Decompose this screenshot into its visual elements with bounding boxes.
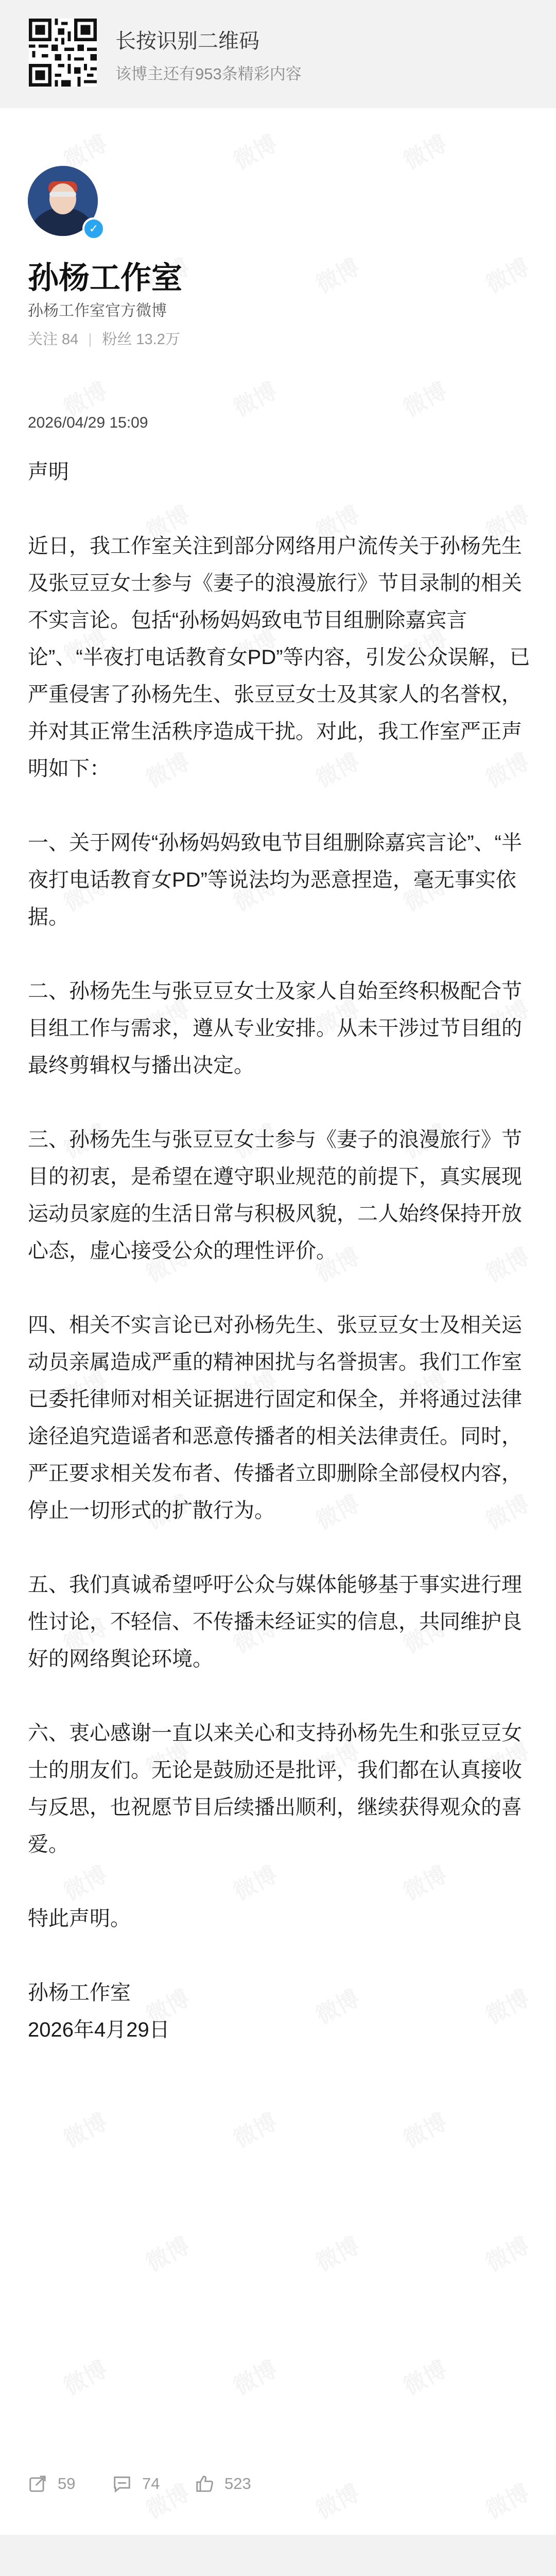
post-body [28,453,532,2086]
stats-divider [90,333,91,347]
watermark-text [309,249,364,299]
post-paragraph: 三、孙杨先生与张豆豆女士参与《妻子的浪漫旅行》节目的初衷，是希望在遵守职业规范的前提下，真实展现运动员家庭的生活日常与积极风貌，二人始终保持开放心态，虚心接受公众的理性评价。 [28,1128,522,1262]
watermark-text [479,2227,534,2278]
comment-button[interactable] [112,2471,160,2497]
comment-count: 74 [142,2475,160,2493]
repost-icon [28,2474,47,2494]
post-heading: 声明 [28,461,69,483]
watermark-text [479,2475,534,2525]
banner-subtitle: 该博主还有953条精彩内容 [115,65,302,83]
post-paragraph: 六、衷心感谢一直以来关心和支持孙杨先生和张豆豆女士的朋友们。无论是鼓励还是批评，我们都在认真接收与反思，也祝愿节目后续播出顺利，继续获得观众的喜爱。 [28,1722,522,1856]
like-count: 523 [224,2475,251,2493]
comment-icon [112,2474,132,2494]
watermark-text [57,2104,112,2154]
watermark-text [227,2351,282,2401]
followers-count[interactable]: 粉丝 13.2万 [102,331,180,348]
top-qr-banner[interactable] [0,0,556,108]
watermark-text [396,2104,452,2154]
watermark-text [227,372,282,423]
banner-title: 长按识别二维码 [115,30,259,53]
like-button[interactable] [195,2471,251,2497]
repost-button[interactable] [28,2471,75,2497]
watermark-text [396,125,452,176]
qr-code-icon [29,19,97,87]
profile-name[interactable]: 孙杨工作室 [28,261,182,295]
post-sign-date: 2026年4月29日 [28,2019,170,2041]
watermark-text [396,2351,452,2401]
watermark-text [396,372,452,423]
post-paragraph: 二、孙杨先生与张豆豆女士及家人自始至终积极配合节目组工作与需求，遵从专业安排。从未干涉过节目组的最终剪辑权与播出决定。 [28,980,522,1077]
profile-description: 孙杨工作室官方微博 [28,302,167,319]
watermark-text [139,2227,195,2278]
watermark-text [227,2104,282,2154]
repost-count: 59 [58,2475,76,2493]
watermark-text [57,2351,112,2401]
bottom-qr-banner[interactable] [0,2535,556,2576]
thumbs-up-icon [195,2474,214,2494]
post-paragraph: 五、我们真诚希望呼吁公众与媒体能够基于事实进行理性讨论，不轻信、不传播未经证实的信息，共同维护良好的网络舆论环境。 [28,1573,522,1670]
verified-badge-icon: ✓ [82,217,105,240]
watermark-text [479,249,534,299]
post-paragraph: 近日，我工作室关注到部分网络用户流传关于孙杨先生及张豆豆女士参与《妻子的浪漫旅行》节目录制的相关不实言论。包括“孙杨妈妈致电节目组删除嘉宾言论”、“半夜打电话教育女PD”等内容，引发公众误解，已严重侵害了孙杨先生、张豆豆女士及其家人的名誉权，并对其正常生活秩序造成干扰。对此，我工作室严正声明如下： [28,535,530,780]
watermark-text [309,2227,364,2278]
post-paragraph: 四、相关不实言论已对孙杨先生、张豆豆女士及相关运动员亲属造成严重的精神困扰与名誉损害。我们工作室已委托律师对相关证据进行固定和保全，并将通过法律途径追究造谣者和恶意传播者的相关法律责任。同时，严正要求相关发布者、传播者立即删除全部侵权内容，停止一切形式的扩散行为。 [28,1314,522,1522]
watermark-text [309,2475,364,2525]
profile-stats [28,328,180,349]
watermark-text [227,125,282,176]
post-closing: 特此声明。 [28,1907,131,1930]
post-signature: 孙杨工作室 [28,1981,131,2004]
post-timestamp: 2026/04/29 15:09 [28,414,148,431]
following-count[interactable]: 关注 84 [28,331,79,348]
post-paragraph: 一、关于网传“孙杨妈妈致电节目组删除嘉宾言论”、“半夜打电话教育女PD”等说法均为恶意捏造，毫无事实依据。 [28,832,522,928]
